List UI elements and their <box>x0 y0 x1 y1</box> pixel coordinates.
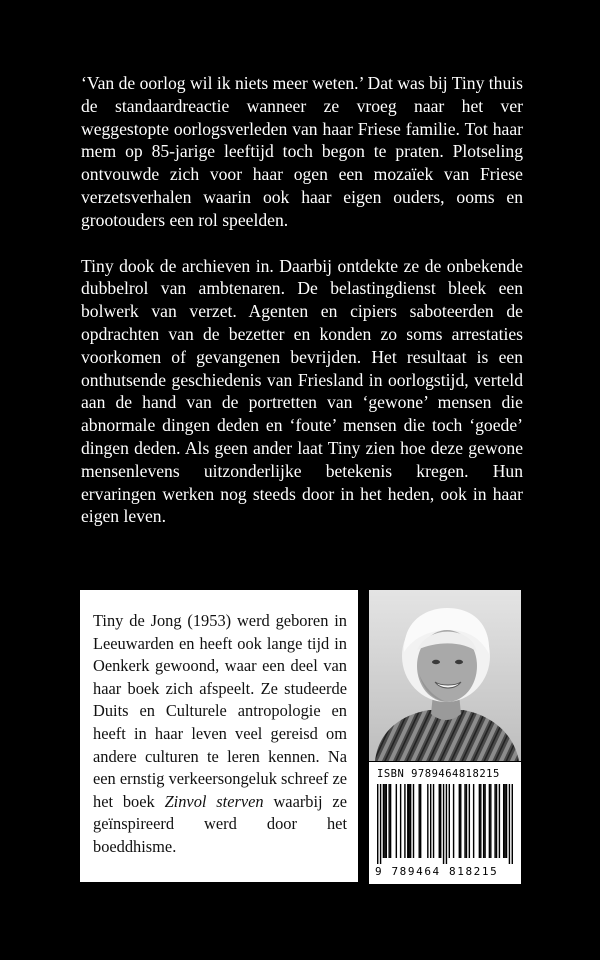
author-bio <box>93 610 347 859</box>
barcode-bar <box>466 784 467 858</box>
barcode-bar <box>439 784 440 858</box>
author-bio-box <box>80 590 358 882</box>
barcode-bar <box>509 784 510 864</box>
barcode-bar <box>420 784 421 858</box>
barcode-bar <box>388 784 389 858</box>
barcode-bar <box>427 784 428 858</box>
barcode-bar <box>413 784 414 858</box>
barcode-bar <box>430 784 431 858</box>
barcode-bar <box>483 784 484 858</box>
barcode-bar <box>384 784 385 858</box>
barcode-bar <box>453 784 454 858</box>
barcode-bar <box>490 784 491 858</box>
barcode-bar <box>464 784 465 858</box>
barcode-bar <box>489 784 490 858</box>
barcode-bar <box>383 784 384 858</box>
blurb-paragraph-1: ‘Van de oorlog wil ik niets meer weten.’ Dat was bij Tiny thuis de standaardreactie wanneer ze vroeg naar het ver weggestopte oorlogsverleden van haar Friese familie. Tot haar mem op 85-jarige leeftijd toch begon te praten. Plotseling ontvouwde zich voor haar ogen een mozaïek van Friese verzetsverhalen waarin ook haar eigen ouders, ooms en grootouders een rol speelden. <box>81 73 523 230</box>
barcode-bar <box>407 784 408 858</box>
barcode-bars <box>377 784 513 864</box>
barcode-bar <box>479 784 480 858</box>
barcode-bar <box>408 784 409 858</box>
author-bio-text-2: waarbij ze geïnspireerd werd door het boeddhisme. <box>93 791 347 856</box>
book-title: Zinvol sterven <box>164 791 264 811</box>
barcode-bar <box>449 784 450 858</box>
barcode-bar <box>504 784 505 858</box>
barcode-bar <box>459 784 460 858</box>
barcode-bar <box>386 784 387 858</box>
author-photo <box>369 590 521 761</box>
barcode-bar <box>512 784 513 864</box>
barcode-bar <box>440 784 441 858</box>
author-portrait-icon <box>369 590 521 761</box>
barcode-bar <box>460 784 461 858</box>
isbn-label: ISBN 9789464818215 <box>377 768 500 780</box>
barcode-bar <box>400 784 401 858</box>
ean-digits: 9 789464 818215 <box>375 865 499 878</box>
barcode-bar <box>484 784 485 858</box>
back-cover-blurb <box>81 72 523 551</box>
barcode-bar <box>404 784 405 858</box>
blurb-paragraph-2: Tiny dook de archieven in. Daarbij ontdekte ze de onbekende dubbelrol van ambtenaren. De belastingdienst bleek een bolwerk van verzet. Agenten en cipiers saboteerden de opdrachten van de bezetter en konden zo soms arrestaties voorkomen of gevangenen bevrijden. Het resultaat is een onthutsende geschiedenis van Friesland in oorlogstijd, verteld aan de hand van de portretten van ‘gewone’ mensen die abnormale dingen deden en ‘foute’ mensen die toch ‘goede’ dingen deden. Als geen ander laat Tiny zien hoe deze gewone mensenlevens uitzonderlijke betekenis kregen. Hun ervaringen werken nog steeds door in het heden, ook in haar eigen leven. <box>81 255 523 527</box>
barcode-bar <box>396 784 397 858</box>
barcode-bar <box>506 784 507 858</box>
isbn-barcode <box>369 762 521 884</box>
barcode-bar <box>390 784 391 858</box>
barcode-bar <box>443 784 444 864</box>
barcode-bar <box>480 784 481 858</box>
barcode-bar <box>380 784 381 864</box>
barcode-bar <box>499 784 500 858</box>
barcode-bar <box>419 784 420 858</box>
barcode-bar <box>433 784 434 858</box>
barcode-bar <box>494 784 495 858</box>
barcode-bar <box>503 784 504 858</box>
barcode-bar <box>473 784 474 858</box>
barcode-bar <box>377 784 378 864</box>
barcode-bar <box>469 784 470 858</box>
author-bio-text-1: Tiny de Jong (1953) werd geboren in Leeuwarden en heeft ook lange tijd in Oenkerk gewoond, waar een deel van haar boek zich afspeelt. Ze studeerde Duits en Culturele antropologie en heeft in haar leven veel gereisd om andere culturen te leren kennen. Na een ernstig verkeersongeluk schreef ze het boek <box>93 611 347 811</box>
barcode-bar <box>496 784 497 858</box>
barcode-bar <box>410 784 411 858</box>
barcode-bar <box>446 784 447 864</box>
